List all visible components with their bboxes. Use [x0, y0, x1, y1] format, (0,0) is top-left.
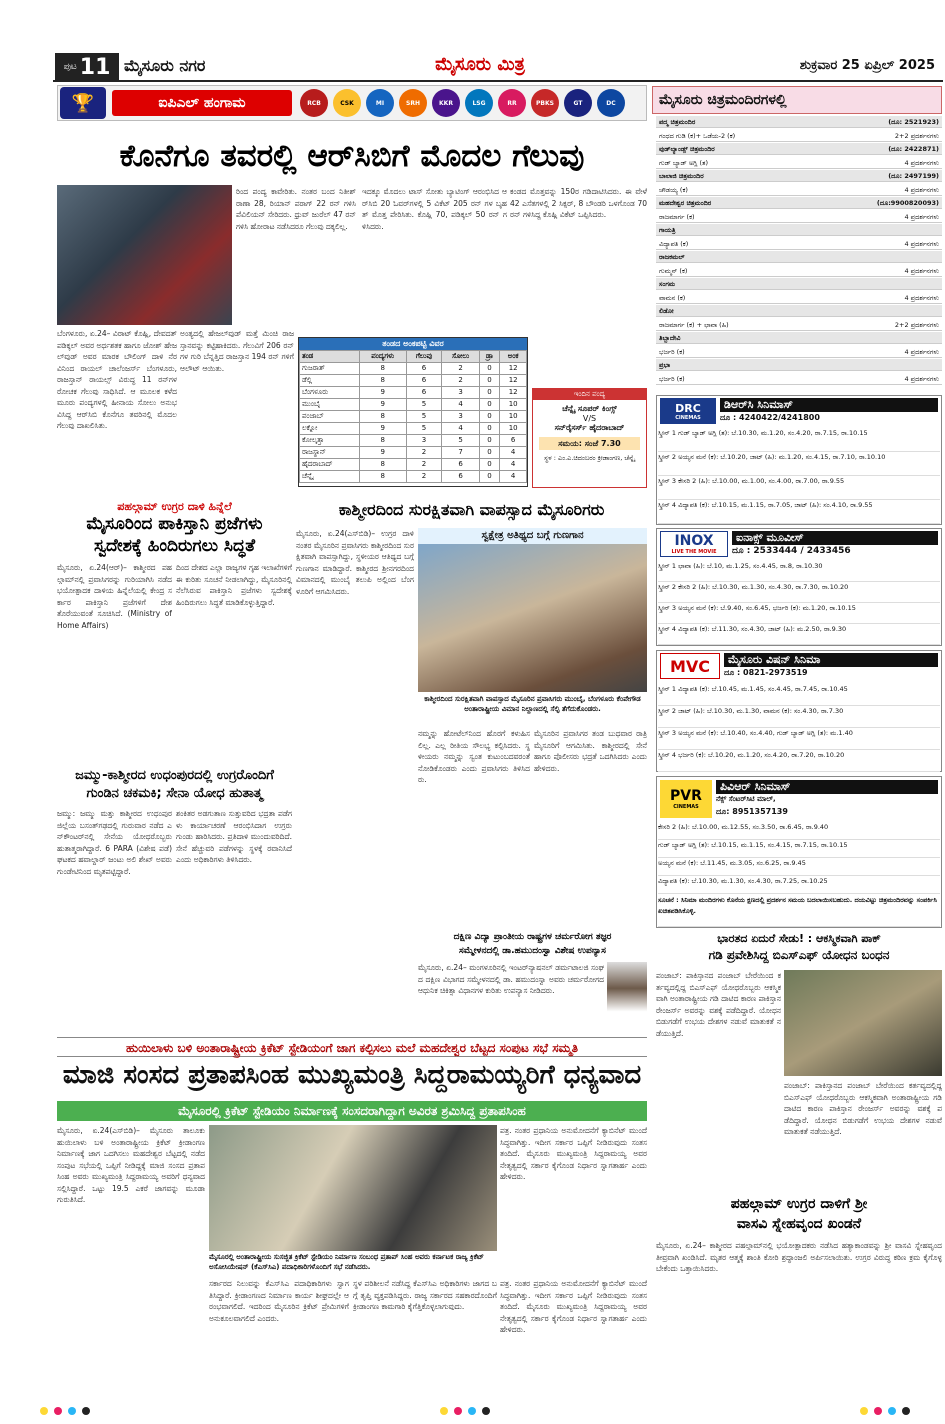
mvc-logo: MVC	[660, 653, 720, 679]
table-cell: 0	[479, 447, 500, 459]
condemn-col: ಮೈಸೂರು, ಏ.24– ಕಾಶ್ಮೀರದ ಪಹಲ್ಗಾಮ್‌ನಲ್ಲಿ ಭಯೋತ್ಪಾದಕರು ನಡೆಸಿದ ಹತ್ಯಾಕಾಂಡವನ್ನು ಶ್ರೀ ವಾಸವಿ ಸ್ನೇಹವೃಂದ ತೀವ್ರವಾಗಿ ಖಂಡಿಸಿದೆ. ಮೃತರ ಆತ್ಮಕ್ಕೆ ಶಾಂತಿ ಕೋರಿ ಶ್ರದ್ಧಾಂಜಲಿ ಅರ್ಪಿಸಲಾಯಿತು. ಉಗ್ರರ ವಿರುದ್ಧ ಕಠಿಣ ಕ್ರಮ ಕೈಗೊಳ್ಳಬೇಕೆಂದು ಒತ್ತಾಯಿಸಿದರು.	[656, 1241, 942, 1273]
cinema-title: ಮೈಸೂರು ಚಿತ್ರಮಂದಿರಗಳಲ್ಲಿ	[652, 86, 942, 114]
prathap-col3: ಸರ್ಕಾರದ ನಿಲುವನ್ನು ಕೆಎಸ್‌ಸಿಎ ಪದಾಧಿಕಾರಿಗಳು ಸ್ವಾಗತಿಸಿದ್ದಾರೆ. ಕ್ರೀಡಾಂಗಣದ ನಿರ್ಮಾಣ ಕಾರ್ಯ ಶೀಘ್ರದಲ್ಲೇ ಆರಂಭವಾಗಲಿದೆ. ಇದರಿಂದ ಮೈಸೂರಿನ ಕ್ರಿಕೆಟ್ ಪ್ರೇಮಿಗಳಿಗೆ ಅನುಕೂಲವಾಗಲಿದೆ ಎಂದರು.	[209, 1279, 349, 1323]
table-cell: 4	[500, 471, 527, 483]
cinema-info: 4 ಪ್ರದರ್ಶನಗಳು	[904, 239, 939, 248]
ipl-col2: ರಿಂದ ಪಂದ್ಯ ಕಾವೇರಿತು. ನಂತರ ಬಂದ ನಿತೀಶ್ ರಾಣಾ 28, ರಿಯಾನ್ ಪರಾಗ್ 22 ರನ್ ಗಳಿಸಿ ಪೆವಿಲಿಯನ್ ಸೇರಿದರು. ಧ್ರುವ್ ಜುರೆಲ್ 47 ರನ್ ಗಳಿಸಿ ಹೋರಾಟ ನಡೆಸಿದರೂ ಗೆಲುವು ದಕ್ಕಲಿಲ್ಲ.	[236, 187, 356, 231]
table-cell: 8	[359, 375, 406, 387]
pvr-row: ಗುಡ್ ಬ್ಯಾಡ್ ಅಗ್ಲಿ (ತ): ಬೆ.10.15, ಮ.1.15, ಸಂ.4.15, ರಾ.7.15, ರಾ.10.15	[658, 840, 940, 858]
cinema-row	[656, 319, 942, 331]
table-cell: 9	[359, 387, 406, 399]
cinema-name: ಮಹದೇಶ್ವರ ಚಿತ್ರಮಂದಿರ	[659, 199, 712, 207]
cinema-info: 4 ಪ್ರದರ್ಶನಗಳು	[904, 374, 939, 383]
derm-headline-2: ಸಮ್ಮೇಳನದಲ್ಲಿ ಡಾ.ಹಮುದಂಸ್ವಾ ವಿಶೇಷ ಉಪನ್ಯಾಸ	[459, 946, 606, 956]
cinema-info: 2+2 ಪ್ರದರ್ಶನಗಳು	[894, 131, 939, 140]
inox-logo	[660, 531, 728, 557]
registration-dot	[68, 1407, 76, 1415]
table-cell: 10	[500, 423, 527, 435]
th-played: ಪಂದ್ಯಗಳು	[359, 351, 406, 363]
table-cell: 2	[442, 363, 479, 375]
table-cell: 10	[500, 399, 527, 411]
registration-dot	[54, 1407, 62, 1415]
cinema-info: 4 ಪ್ರದರ್ಶನಗಳು	[904, 347, 939, 356]
cinema-row	[656, 251, 942, 263]
jammu-col2: ಶಂಕಿತರ ಅಡಗುತಾಣ ಸುತ್ತುವರಿದ ಭದ್ರತಾ ಪಡೆಗಳು ಕಾರ್ಯಾಚರಣೆ ಆರಂಭಿಸಿದಾಗ ಉಗ್ರರು ಗುಂಡು ಹಾರಿಸಿದರು. ಪ್ರತಿದಾಳಿ ಮುಂದುವರಿದಿದೆ. ಸೇನೆ ಹೆಚ್ಚುವರಿ ಪಡೆಗಳನ್ನು ಸ್ಥಳಕ್ಕೆ ರವಾನಿಸಿದೆ ಎಂದು ಅಧಿಕಾರಿಗಳು ತಿಳಿಸಿದರು.	[176, 809, 292, 864]
derm-headline-1: ದಕ್ಷಿಣ ವಿದ್ಯಾ ಪ್ರಾಂತೀಯ ರಾಷ್ಟ್ರಗಳ ಚರ್ಮರೋಗ ತಜ್ಞರ	[453, 932, 612, 942]
table-cell: 6	[406, 375, 442, 387]
inox-logo-text: INOX	[674, 533, 714, 549]
cinema-row	[656, 238, 942, 250]
table-cell: 4	[500, 459, 527, 471]
ipl-col1: ಬೆಂಗಳೂರು, ಏ.24– ವಿರಾಟ್ ಕೊಹ್ಲಿ, ದೇವದತ್ ಪಡಿಕ್ಕಲ್ ಅವರ ಅರ್ಧಶತಕ ಹಾಗೂ ಜೋಶ್ ಹೇಜಲ್‌ವುಡ್ ಅವರ ಮಾರಕ ಬೌಲಿಂಗ್ ದಾಳಿ ನೆರವಿನಿಂದ ರಾಯಲ್ ಚಾಲೆಂಜರ್ಸ್ ಬೆಂಗಳೂರು, ರಾಜಸ್ತಾನ್ ರಾಯಲ್ಸ್ ವಿರುದ್ಧ 11 ರನ್‌ಗಳ ರೋಚಕ ಗೆಲುವು ಸಾಧಿಸಿದೆ. ಆ ಮೂಲಕ ಕಳೆದ ಮೂರು ಪಂದ್ಯಗಳಲ್ಲಿ ಹೀನಾಯ ಸೋಲು ಅನುಭವಿಸಿದ್ದ ಆರ್‌ಸಿಬಿ ಕೊನೆಗೂ ತವರಿನಲ್ಲಿ ಮೊದಲ ಗೆಲುವು ದಾಖಲಿಸಿತು.	[57, 329, 177, 430]
ipl-col4: ಕಂಡದ ಮೊತ್ತವನ್ನು 150ರ ಗಡಿದಾಟಿಸಿದರು. ಈ ವೇಳೆ 42 ಎಸೆತಗಳಲ್ಲಿ 2 ಸಿಕ್ಸರ್, 8 ಬೌಂಡರಿ ಒಳಗೊಂಡ 70 ರನ್ ಗಳಿಸಿದ್ದ ಕೊಹ್ಲಿ ವಿಕೆಟ್ ಒಪ್ಪಿಸಿದರು.	[510, 187, 647, 219]
table-cell: 4	[442, 399, 479, 411]
registration-dots-right	[860, 1407, 910, 1415]
table-cell: 12	[500, 387, 527, 399]
table-cell: 0	[479, 411, 500, 423]
pvr-title: ಪಿವಿಆರ್ ಸಿನಿಮಾಸ್	[716, 780, 938, 794]
dc-logo-icon: DC	[597, 89, 625, 117]
cinema-info: (ದೂ:9900820093)	[876, 199, 939, 207]
drc-logo-text: DRC	[675, 401, 701, 415]
match-time: ಸಮಯ: ಸಂಜೆ 7.30	[539, 437, 640, 450]
table-cell: 2	[442, 375, 479, 387]
kashmir-col2: ನಮ್ಮನ್ನು ಹೋಟೆಲ್‌ನಿಂದ ಹೊರಗೆ ಕಳುಹಿಸಲಿಲ್ಲ. ಎಲ್ಲ ರೀತಿಯ ಸೌಲಭ್ಯ ಕಲ್ಪಿಸಿದರು. ಸ್ಥಳೀಯರು ನಮ್ಮನ್ನು ಸ್ವಂತ ಕುಟುಂಬದವರಂತೆ ನೋಡಿಕೊಂಡರು ಎಂದು ಪ್ರವಾಸಿಗರು ತಿಳಿಸಿದರು.	[418, 729, 530, 784]
cinema-name: ವುಡ್‌ಲ್ಯಾಂಡ್ಸ್ ಚಿತ್ರಮಂದಿರ	[659, 145, 715, 153]
rcb-players-photo	[57, 185, 232, 325]
table-cell: 12	[500, 375, 527, 387]
mi-logo-icon: MI	[366, 89, 394, 117]
table-cell: 8	[359, 471, 406, 483]
table-row	[300, 375, 527, 387]
cinema-row	[656, 332, 942, 344]
jammu-col1: ಜಮ್ಮು: ಜಮ್ಮು ಮತ್ತು ಕಾಶ್ಮೀರದ ಉಧಂಪುರ ಜಿಲ್ಲೆಯ ಬಸಂತ್‌ಗಢದಲ್ಲಿ ಗುರುವಾರ ನಡೆದ ಎನ್‌ಕೌಂಟರ್‌ನಲ್ಲಿ ಸೇನೆಯ ಯೋಧರೊಬ್ಬರು ಹುತಾತ್ಮರಾಗಿದ್ದಾರೆ. 6 PARA (ವಿಶೇಷ ಪಡೆ) ಘಟಕದ ಹವಾಲ್ದಾರ್ ಜಂಟು ಅಲಿ ಶೇಖ್ ಅವರು ಗುಂಡೇಟಿನಿಂದ ಮೃತಪಟ್ಟಿದ್ದಾರೆ.	[57, 809, 172, 876]
inox-row: ಸ್ಕ್ರೀನ್ 1 ಛಾವಾ (ಹಿ): ಬೆ.10, ಮ.1.25, ಸಂ.4.45, ರಾ.8, ರಾ.10.30	[658, 561, 940, 582]
drc-row: ಸ್ಕ್ರೀನ್ 4 ವಿದ್ಯಾಪತಿ (ಕ): ಬೆ.10.15, ಮ.1.15, ರಾ.7.05, ಜಾಟ್ (ಹಿ): ಸಂ.4.10, ರಾ.9.55	[658, 500, 940, 524]
table-row	[300, 435, 527, 447]
ipl-col-under-photo: ಅಂತ್ಯದಲ್ಲಿ ಹೇಜಲ್‌ವುಡ್ ಮತ್ತೆ ಮಿಂಚಿ ರಾಜಸ್ತಾನವನ್ನು ಕಟ್ಟಿಹಾಕಿದರು. ಗೆಲುವಿಗೆ 206 ರನ್ ಗಳ ಗುರಿ ಬೆನ್ನತ್ತಿದ ರಾಜಸ್ತಾನ 194 ರನ್ ಗಳಿಗೆ ಆಲೌಟ್ ಆಯಿತು.	[180, 329, 294, 373]
cinema-row	[656, 170, 942, 182]
mvc-row: ಸ್ಕ್ರೀನ್ 2 ಜಾಟ್ (ಹಿ): ಬೆ.10.30, ಮ.1.30, ವಾಮನ (ಕ): ಸಂ.4.30, ರಾ.7.30	[658, 706, 940, 728]
pvr-phone: ದೂ: 8951357139	[716, 807, 788, 816]
pvr-note: ಸೂಚನೆ : ಸಿನಿಮಾ ಮಂದಿರಗಳು ಕೊನೆಯ ಕ್ಷಣದಲ್ಲಿ ಪ್ರದರ್ಶನ ಸಮಯ ಬದಲಾಯಿಸಬಹುದು. ದಯವಿಟ್ಟು ಚಿತ್ರಮಂದಿರವನ್ನು ಸಂಪರ್ಕಿಸಿ ಖಚಿತಪಡಿಸಿಕೊಳ್ಳಿ.	[658, 895, 940, 927]
jammu-headline-1: ಜಮ್ಮು-ಕಾಶ್ಮೀರದ ಉಧಂಪುರದಲ್ಲಿ ಉಗ್ರರೊಂದಿಗೆ	[75, 768, 274, 783]
derm-col: ಮೈಸೂರು, ಏ.24– ಮಂಗಳೂರಿನಲ್ಲಿ ಇಂಟರ್‌ನ್ಯಾಷನಲ್ ಡರ್ಮಟಾಲಜಿ ಸಂಘದ ದಕ್ಷಿಣ ವಿಭಾಗದ ಸಮ್ಮೇಳನದಲ್ಲಿ ಡಾ. ಹಮುದಂಸ್ವಾ ಅವರು ಚರ್ಮರೋಗದ ಆಧುನಿಕ ಚಿಕಿತ್ಸಾ ವಿಧಾನಗಳ ಕುರಿತು ಉಪನ್ಯಾಸ ನೀಡಿದರು.	[418, 963, 604, 995]
pak-col2: ದಿಂದ ದೇಶದ ಎಲ್ಲಾ ರಾಜ್ಯಗಳ ಗೃಹ ಇಲಾಖೆಗಳಿಗೆ ಈ ಕುರಿತು ಸೂಚನೆ ನೀಡಲಾಗಿದ್ದು, ಮೈಸೂರಿನಲ್ಲಿ ನೆಲೆಸಿರುವ ಪಾಕಿಸ್ತಾನಿ ಪ್ರಜೆಗಳು ಸ್ವದೇಶಕ್ಕೆ ಹಿಂದಿರುಗಲು ಸಿದ್ಧತೆ ಮಾಡಿಕೊಳ್ಳುತ್ತಿದ್ದಾರೆ.	[176, 563, 292, 607]
pvr-address: ನೆಕ್ಸ್ ಸೆಂಟರ್‌ಸಿಟಿ ಮಾಲ್,	[716, 795, 776, 803]
table-cell: 4	[500, 447, 527, 459]
table-cell: 0	[479, 459, 500, 471]
table-cell: ಹೈದರಾಬಾದ್	[300, 459, 360, 471]
table-cell: 4	[442, 423, 479, 435]
gt-logo-icon: GT	[564, 89, 592, 117]
registration-dot	[902, 1407, 910, 1415]
table-row	[300, 447, 527, 459]
table-cell: ಕೋಲ್ಕತ್ತಾ	[300, 435, 360, 447]
lsg-logo-icon: LSG	[465, 89, 493, 117]
cinema-row	[656, 197, 942, 209]
th-lost: ಸೋಲು	[442, 351, 479, 363]
table-cell: 9	[359, 447, 406, 459]
cinema-name: ಗುಮ್ಮನ್ (ಕ)	[659, 266, 688, 275]
registration-dot	[468, 1407, 476, 1415]
cinema-row	[656, 184, 942, 196]
issue-date: ಶುಕ್ರವಾರ 25 ಏಪ್ರಿಲ್ 2025	[799, 58, 935, 73]
table-cell: 8	[359, 435, 406, 447]
match-team2: ಸನ್‌ರೈಸರ್ಸ್ ಹೈದರಾಬಾದ್	[554, 423, 625, 432]
mvc-row: ಸ್ಕ್ರೀನ್ 1 ವಿದ್ಯಾಪತಿ (ಕ): ಬೆ.10.45, ಮ.1.45, ಸಂ.4.45, ರಾ.7.45, ರಾ.10.45	[658, 684, 940, 706]
cinema-name: ಭರ್ಜರಿ (ಕ)	[659, 374, 685, 383]
table-cell: ಮುಂಬೈ	[300, 399, 360, 411]
inox-row: ಸ್ಕ್ರೀನ್ 4 ವಿದ್ಯಾಪತಿ (ಕ): ಬೆ.11.30, ಸಂ.4.30, ಜಾಟ್ (ಹಿ): ಮ.2.50, ರಾ.9.30	[658, 624, 940, 645]
cinema-name: ಪ್ರಭಾ	[659, 361, 671, 369]
table-cell: 6	[406, 363, 442, 375]
inox-row: ಸ್ಕ್ರೀನ್ 2 ಕೇಸರಿ 2 (ಹಿ): ಬೆ.10.30, ಮ.1.30, ಸಂ.4.30, ರಾ.7.30, ರಾ.10.20	[658, 582, 940, 603]
table-cell: 6	[442, 459, 479, 471]
drc-phone: ದೂ : 4240422/4241800	[720, 413, 820, 422]
th-points: ಅಂಕ	[500, 351, 527, 363]
cinema-info: (ದೂ: 2422871)	[888, 145, 939, 153]
table-cell: 0	[479, 387, 500, 399]
table-cell: ರಾಜಸ್ಥಾನ್	[300, 447, 360, 459]
pvr-logo-text: PVR	[670, 788, 702, 804]
table-cell: 0	[479, 471, 500, 483]
bsf-headline-1: ಭಾರತದ ಏದುರೆ ಸೇಡು! : ಆಕಸ್ಮಿಕವಾಗಿ ಪಾಕ್	[717, 932, 881, 945]
prathap-green-banner: ಮೈಸೂರಲ್ಲಿ ಕ್ರಿಕೆಟ್ ಸ್ಟೇಡಿಯಂ ನಿರ್ಮಾಣಕ್ಕೆ ಸಂಸದರಾಗಿದ್ದಾಗ ಅವಿರತ ಶ್ರಮಿಸಿದ್ದ ಪ್ರತಾಪಸಿಂಹ	[57, 1101, 647, 1121]
inox-logo-sub: LIVE THE MOVIE	[671, 549, 717, 555]
match-today-box	[532, 388, 647, 488]
table-cell: ಲಕ್ನೋ	[300, 423, 360, 435]
points-table	[298, 337, 528, 487]
table-cell: 2	[406, 471, 442, 483]
rr-logo-icon: RR	[498, 89, 526, 117]
cinema-name: ಬಾಲಾಜಿ ಚಿತ್ರಮಂದಿರ	[659, 172, 704, 180]
cinema-name: ರಾಜಕಮಲ್	[659, 253, 685, 261]
cinema-info: (ದೂ: 2521923)	[888, 118, 939, 126]
pvr-row: ವಿದ್ಯಾಪತಿ (ಕ): ಬೆ.10.30, ಮ.1.30, ಸಂ.4.30, ರಾ.7.25, ರಾ.10.25	[658, 876, 940, 894]
prathap-caption: ಮೈಸೂರಲ್ಲಿ ಅಂತಾರಾಷ್ಟ್ರೀಯ ಸುಸಜ್ಜಿತ ಕ್ರಿಕೆಟ್ ಸ್ಟೇಡಿಯಂ ನಿರ್ಮಾಣ ಸಂಬಂಧ ಪ್ರತಾಪ್ ಸಿಂಹ ಅವರು ಕರ್ನಾಟಕ ರಾಜ್ಯ ಕ್ರಿಕೆಟ್ ಅಸೋಸಿಯೇಷನ್ (ಕೆಎಸ್‌ಸಿಎ) ಪದಾಧಿಕಾರಿಗಳೊಂದಿಗೆ ಸಭೆ ನಡೆಸಿದರು.	[209, 1253, 484, 1271]
table-cell: ಬೆಂಗಳೂರು	[300, 387, 360, 399]
cinema-row	[656, 116, 942, 128]
table-cell: 6	[442, 471, 479, 483]
kashmir-caption: ಕಾಶ್ಮೀರದಿಂದ ಸುರಕ್ಷಿತವಾಗಿ ವಾಪಸ್ಸಾದ ಮೈಸೂರಿನ ಪ್ರವಾಸಿಗರು ಮುಂಬೈ, ಬೆಂಗಳೂರು ಕೆಂಪೇಗೌಡ ಅಂತಾರಾಷ್ಟ್ರೀಯ ವಿಮಾನ ನಿಲ್ದಾಣದಲ್ಲಿ ಸೆಲ್ಫಿ ತೆಗೆದುಕೊಂಡರು.	[424, 695, 641, 713]
ipl-col3: ಇದಕ್ಕೂ ಮೊದಲು ಟಾಸ್ ಸೋತು ಬ್ಯಾಟಿಂಗ್ ಆರಂಭಿಸಿದ ಆರ್‌ಸಿಬಿ 20 ಓವರ್‌ಗಳಲ್ಲಿ 5 ವಿಕೆಟ್ 205 ರನ್ ಗಳ ಬೃಹತ್ ಮೊತ್ತ ಪೇರಿಸಿತು. ಕೊಹ್ಲಿ 70, ಪಡಿಕ್ಕಲ್ 50 ರನ್ ಗಳಿಸಿದರು.	[362, 187, 507, 231]
meeting-photo	[209, 1125, 497, 1251]
cinema-name: ಗಂಧದ ಗುಡಿ (ಕ)+ ಒಡೆಯ-2 (ಕ)	[659, 131, 736, 140]
drc-row: ಸ್ಕ್ರೀನ್ 1 ಗುಡ್ ಬ್ಯಾಡ್ ಅಗ್ಲಿ (ತ): ಬೆ.10.30, ಮ.1.20, ಸಂ.4.20, ರಾ.7.15, ರಾ.10.15	[658, 428, 940, 452]
table-cell: ಚೆನ್ನೈ	[300, 471, 360, 483]
cinema-info: 4 ಪ್ರದರ್ಶನಗಳು	[904, 185, 939, 194]
cinema-name: ಸಂಗಮ	[659, 280, 676, 288]
registration-dots-left	[40, 1407, 90, 1415]
table-cell: 9	[359, 423, 406, 435]
cinema-row	[656, 224, 942, 236]
table-cell: ಡೆಲ್ಲಿ	[300, 375, 360, 387]
bsf-soldier-photo	[784, 970, 942, 1076]
cinema-name: ಗಾಯತ್ರಿ	[659, 226, 676, 234]
table-row	[300, 423, 527, 435]
drc-row: ಸ್ಕ್ರೀನ್ 3 ಕೇಸರಿ 2 (ಹಿ): ಬೆ.10.00, ಮ.1.00, ಸಂ.4.00, ರಾ.7.00, ರಾ.9.55	[658, 476, 940, 500]
kashmir-col1: ಮೈಸೂರು, ಏ.24(ಎಸ್‌ಬಿಡಿ)– ಉಗ್ರರ ದಾಳಿ ನಂತರ ಮೈಸೂರಿನ ಪ್ರವಾಸಿಗರು ಕಾಶ್ಮೀರದಿಂದ ಸುರಕ್ಷಿತವಾಗಿ ವಾಪಸ್ಸಾಗಿದ್ದು, ಸ್ಥಳೀಯರ ಆತಿಥ್ಯದ ಬಗ್ಗೆ ಗುಣಗಾನ ಮಾಡಿದ್ದಾರೆ. ಕಾಶ್ಮೀರದ ಶ್ರೀನಗರದಿಂದ ವಿಮಾನದಲ್ಲಿ ಮುಂಬೈ ತಲುಪಿ ಅಲ್ಲಿಂದ ಬೆಂಗಳೂರಿಗೆ ಆಗಮಿಸಿದರು.	[296, 529, 414, 596]
masthead: ಮೈಸೂರು ಮಿತ್ರ	[435, 54, 525, 75]
table-cell: 7	[442, 447, 479, 459]
pbks-logo-icon: PBKS	[531, 89, 559, 117]
cinema-name: ಚೌಡಯ್ಯ (ಕ)	[659, 185, 688, 194]
cinema-name: ರಾಜಮಾರ್ಗ (ಕ) + ಛಾವಾ (ಹಿ)	[659, 320, 729, 329]
match-venue: ಸ್ಥಳ : ಎಂ.ಎ.ಚಿದಂಬರಂ ಕ್ರೀಡಾಂಗಣ, ಚೆನ್ನೈ	[544, 454, 635, 462]
page-label: ಪುಟ	[63, 62, 77, 72]
table-cell: 8	[359, 363, 406, 375]
pak-headline-2: ಸ್ವದೇಶಕ್ಕೆ ಹಿಂದಿರುಗಲು ಸಿದ್ಧತೆ	[93, 536, 255, 556]
mvc-phone: ದೂ : 0821-2973519	[724, 668, 808, 677]
pvr-row: ಕೇಸರಿ 2 (ಹಿ): ಬೆ.10.00, ಮ.12.55, ಸಂ.3.50, ರಾ.6.45, ರಾ.9.40	[658, 822, 940, 840]
table-cell: 0	[479, 375, 500, 387]
cinema-row	[656, 130, 942, 142]
table-cell: 5	[406, 411, 442, 423]
table-cell: 2	[406, 447, 442, 459]
th-draw: ಡ್ರಾ	[479, 351, 500, 363]
kashmir-col3: ಮೈಸೂರಿನ ಪ್ರವಾಸಿಗರ ತಂಡ ಬುಧವಾರ ರಾತ್ರಿ ಮೈಸೂರಿಗೆ ಆಗಮಿಸಿತು. ಕಾಶ್ಮೀರದಲ್ಲಿ ಸೇನೆ ಹಾಗೂ ಪೊಲೀಸರು ಭದ್ರತೆ ಒದಗಿಸಿದರು ಎಂದು ಹೇಳಿದರು.	[534, 729, 647, 773]
table-cell: 6	[406, 387, 442, 399]
table-row	[300, 363, 527, 375]
kkr-logo-icon: KKR	[432, 89, 460, 117]
pvr-logo	[660, 780, 712, 818]
registration-dot	[82, 1407, 90, 1415]
tourists-selfie-photo	[418, 544, 647, 692]
drc-logo-sub: CINEMAS	[675, 414, 701, 421]
ipl-headline: ಕೊನೆಗೂ ತವರಲ್ಲಿ ಆರ್‌ಸಿಬಿಗೆ ಮೊದಲ ಗೆಲುವು	[119, 138, 585, 174]
cinema-name: ಭರ್ಜರಿ (ಕ)	[659, 347, 685, 356]
cinema-name: ಗುಡ್ ಬ್ಯಾಡ್ ಅಗ್ಲಿ (ತ)	[659, 158, 709, 167]
table-row	[300, 399, 527, 411]
cinema-info: 4 ಪ್ರದರ್ಶನಗಳು	[904, 266, 939, 275]
table-cell: 5	[406, 399, 442, 411]
inox-title: ಐನಾಕ್ಸ್ ಮೂವೀಸ್	[732, 531, 938, 545]
cinema-name: ಲಿಡೋ	[659, 307, 674, 315]
table-row	[300, 459, 527, 471]
table-cell: 0	[479, 399, 500, 411]
prathap-col5: ಪತ್ರ. ನಂತರ ಪ್ರಧಾನಿಯ ಅನುಮೋದನೆಗೆ ಕ್ಯಾಬಿನೆಟ್‌ ಮುಂದೆ ಸಿದ್ಧವಾಗಿತ್ತು. ಇದೀಗ ಸರ್ಕಾರ ಒಪ್ಪಿಗೆ ನೀಡಿರುವುದು ಸಂತಸ ತಂದಿದೆ. ಮೈಸೂರು ಮುಖ್ಯಮಂತ್ರಿ ಸಿದ್ದರಾಮಯ್ಯ ಅವರ ನೇತೃತ್ವದಲ್ಲಿ ಸರ್ಕಾರ ಕೈಗೊಂಡ ನಿರ್ಧಾರ ಸ್ವಾಗತಾರ್ಹ ಎಂದು ಹೇಳಿದರು.	[500, 1279, 647, 1334]
table-cell: ಗುಜರಾತ್	[300, 363, 360, 375]
table-cell: 10	[500, 411, 527, 423]
table-cell: 8	[359, 459, 406, 471]
table-cell: 3	[442, 387, 479, 399]
jammu-headline-2: ಗುಂಡಿನ ಚಕಮಕಿ; ಸೇನಾ ಯೋಧ ಹುತಾತ್ಮ	[86, 786, 263, 801]
match-team1: ಚೆನ್ನೈ ಸೂಪರ್ ಕಿಂಗ್ಸ್	[562, 404, 617, 413]
pak-kicker: ಪಹಲ್ಗಾಮ್ ಉಗ್ರರ ದಾಳಿ ಹಿನ್ನೆಲೆ	[117, 500, 232, 513]
table-row	[300, 471, 527, 483]
cinema-row	[656, 211, 942, 223]
cinema-row	[656, 359, 942, 371]
pvr-row: ಅಯ್ಯನ ಮನೆ (ಕ): ಬೆ.11.45, ಮ.3.05, ಸಂ.6.25, ರಾ.9.45	[658, 858, 940, 876]
mvc-row: ಸ್ಕ್ರೀನ್ 3 ಅಯ್ಯನ ಮನೆ (ಕ): ಬೆ.10.40, ಸಂ.4.40, ಗುಡ್ ಬ್ಯಾಡ್ ಅಗ್ಲಿ (ತ): ಮ.1.40	[658, 728, 940, 750]
cinema-name: ವಾಮನ (ಕ)	[659, 293, 686, 302]
cinema-name: ರಾಜಮಾರ್ಗ (ಕ)	[659, 212, 695, 221]
rcb-logo-icon: RCB	[300, 89, 328, 117]
mvc-title: ಮೈಸೂರು ವಿಷನ್ ಸಿನಿಮಾ	[724, 653, 938, 667]
prathap-col2: ಪತ್ರ. ನಂತರ ಪ್ರಧಾನಿಯ ಅನುಮೋದನೆಗೆ ಕ್ಯಾಬಿನೆಟ್‌ ಮುಂದೆ ಸಿದ್ಧವಾಗಿತ್ತು. ಇದೀಗ ಸರ್ಕಾರ ಒಪ್ಪಿಗೆ ನೀಡಿರುವುದು ಸಂತಸ ತಂದಿದೆ. ಮೈಸೂರು ಮುಖ್ಯಮಂತ್ರಿ ಸಿದ್ದರಾಮಯ್ಯ ಅವರ ನೇತೃತ್ವದಲ್ಲಿ ಸರ್ಕಾರ ಕೈಗೊಂಡ ನಿರ್ಧಾರ ಸ್ವಾಗತಾರ್ಹ ಎಂದು ಹೇಳಿದರು.	[500, 1126, 647, 1181]
pak-col1: ಮೈಸೂರು, ಏ.24(ಆರ್‌)– ಕಾಶ್ಮೀರದ ಪಹಲ್ಗಾಮ್‌ನಲ್ಲಿ ಪ್ರವಾಸಿಗರನ್ನು ಗುರಿಯಾಗಿಸಿ ನಡೆದ ಭಯೋತ್ಪಾದಕ ದಾಳಿಯ ಹಿನ್ನೆಲೆಯಲ್ಲಿ ಕೇಂದ್ರ ಸರ್ಕಾರ ಪಾಕಿಸ್ತಾನಿ ಪ್ರಜೆಗಳಿಗೆ ದೇಶ ತೊರೆಯುವಂತೆ ಸೂಚಿಸಿದೆ. (Ministry of Home Affairs)	[57, 563, 172, 630]
inox-phone: ದೂ : 2533444 / 2433456	[732, 546, 851, 556]
prathap-col1: ಮೈಸೂರು, ಏ.24(ಎಸ್‌ಬಿಡಿ)– ಮೈಸೂರು ತಾಲೂಕು ಹುಯಿಲಾಳು ಬಳಿ ಅಂತಾರಾಷ್ಟ್ರೀಯ ಕ್ರಿಕೆಟ್ ಕ್ರೀಡಾಂಗಣ ನಿರ್ಮಾಣಕ್ಕೆ ಜಾಗ ಒದಗಿಸಲು ಮಹದೇಶ್ವರ ಬೆಟ್ಟದಲ್ಲಿ ನಡೆದ ಸಂಪುಟ ಸಭೆಯಲ್ಲಿ ಒಪ್ಪಿಗೆ ನೀಡಿದ್ದಕ್ಕೆ ಮಾಜಿ ಸಂಸದ ಪ್ರತಾಪಸಿಂಹ ಅವರು ಮುಖ್ಯಮಂತ್ರಿ ಸಿದ್ದರಾಮಯ್ಯ ಅವರಿಗೆ ಧನ್ಯವಾದ ಸಲ್ಲಿಸಿದ್ದಾರೆ. ಒಟ್ಟು 19.5 ಎಕರೆ ಜಾಗವನ್ನು ಮೂಡಾ ಗುರುತಿಸಿದೆ.	[57, 1126, 205, 1204]
cinema-info: (ದೂ: 2497199)	[888, 172, 939, 180]
table-cell: 3	[406, 435, 442, 447]
registration-dot	[40, 1407, 48, 1415]
cinema-info: 4 ಪ್ರದರ್ಶನಗಳು	[904, 212, 939, 221]
doctor-portrait-photo	[607, 962, 647, 1028]
registration-dot	[860, 1407, 868, 1415]
bsf-col: ಪಂಜಾಬ್: ಪಾಕಿಸ್ತಾನದ ಪಂಜಾಬ್ ಬೇರೆಯಿಂದ ಕರ್ತವ್ಯದಲ್ಲಿದ್ದ ಬಿಎಸ್‌ಎಫ್ ಯೋಧರೊಬ್ಬರು ಆಕಸ್ಮಿಕವಾಗಿ ಅಂತಾರಾಷ್ಟ್ರೀಯ ಗಡಿ ದಾಟಿದ ಕಾರಣ ಪಾಕಿಸ್ತಾನ ರೇಂಜರ್ಸ್ ಅವರನ್ನು ವಶಕ್ಕೆ ಪಡೆದಿದ್ದಾರೆ. ಯೋಧನ ಬಿಡುಗಡೆಗೆ ಉಭಯ ದೇಶಗಳ ನಡುವೆ ಮಾತುಕತೆ ನಡೆಯುತ್ತಿದೆ.	[656, 971, 781, 1038]
condemn-headline-1: ಪಹಲ್ಗಾಮ್ ಉಗ್ರರ ದಾಳಿಗೆ ಶ್ರೀ	[730, 1196, 868, 1212]
table-row	[300, 387, 527, 399]
section-title: ಮೈಸೂರು ನಗರ	[124, 56, 206, 75]
bsf-col-2: ಪಂಜಾಬ್: ಪಾಕಿಸ್ತಾನದ ಪಂಜಾಬ್ ಬೇರೆಯಿಂದ ಕರ್ತವ್ಯದಲ್ಲಿದ್ದ ಬಿಎಸ್‌ಎಫ್ ಯೋಧರೊಬ್ಬರು ಆಕಸ್ಮಿಕವಾಗಿ ಅಂತಾರಾಷ್ಟ್ರೀಯ ಗಡಿ ದಾಟಿದ ಕಾರಣ ಪಾಕಿಸ್ತಾನ ರೇಂಜರ್ಸ್ ಅವರನ್ನು ವಶಕ್ಕೆ ಪಡೆದಿದ್ದಾರೆ. ಯೋಧನ ಬಿಡುಗಡೆಗೆ ಉಭಯ ದೇಶಗಳ ನಡುವೆ ಮಾತುಕತೆ ನಡೆಯುತ್ತಿದೆ.	[784, 1081, 942, 1136]
drc-row: ಸ್ಕ್ರೀನ್ 2 ಅಯ್ಯನ ಮನೆ (ಕ): ಬೆ.10.20, ಜಾಟ್ (ಹಿ): ಮ.1.20, ಸಂ.4.15, ರಾ.7.10, ರಾ.10.10	[658, 452, 940, 476]
registration-dot	[888, 1407, 896, 1415]
drc-title: ಡಿಆರ್‌ಸಿ ಸಿನಿಮಾಸ್	[720, 398, 938, 412]
cinema-row	[656, 157, 942, 169]
cinema-info: 4 ಪ್ರದರ್ಶನಗಳು	[904, 158, 939, 167]
cinema-row	[656, 346, 942, 358]
cinema-row	[656, 143, 942, 155]
registration-dots-center	[440, 1407, 490, 1415]
pak-headline-1: ಮೈಸೂರಿಂದ ಪಾಕಿಸ್ತಾನಿ ಪ್ರಜೆಗಳು	[86, 514, 263, 534]
prathap-col4: ಸ್ಥಳ ಪರಿಶೀಲನೆ ನಡೆಸಿದ್ದ ಕೆಎಸ್‌ಸಿಎ ಅಧಿಕಾರಿಗಳು ಜಾಗದ ಬಗ್ಗೆ ತೃಪ್ತಿ ವ್ಯಕ್ತಪಡಿಸಿದ್ದರು. ರಾಜ್ಯ ಸರ್ಕಾರದ ಸಹಕಾರದೊಂದಿಗೆ ಕ್ರೀಡಾಂಗಣ ಕಾಮಗಾರಿ ಕೈಗೆತ್ತಿಕೊಳ್ಳಲಾಗುವುದು.	[353, 1279, 497, 1311]
cinema-name: ಪದ್ಮ ಚಿತ್ರಮಂದಿರ	[659, 118, 696, 126]
condemn-headline-2: ವಾಸವಿ ಸ್ನೇಹವೃಂದ ಖಂಡನೆ	[736, 1216, 862, 1232]
table-cell: 12	[500, 363, 527, 375]
points-table-title: ತಂಡದ ಅಂಕಪಟ್ಟಿ ವಿವರ	[299, 338, 527, 350]
table-cell: 8	[359, 411, 406, 423]
cinema-name: ತಿಬ್ಬಾದೇವಿ	[659, 334, 681, 342]
registration-dot	[440, 1407, 448, 1415]
kashmir-photo-banner: ಸ್ವಕ್ಷೇತ್ರ ಅತಿಥ್ಯದ ಬಗ್ಗೆ ಗುಣಗಾನ	[418, 528, 647, 544]
table-cell: 5	[406, 423, 442, 435]
cinema-name: ವಿದ್ಯಾಪತಿ (ಕ)	[659, 239, 689, 248]
prathap-subbanner: ಹುಯಿಲಾಳು ಬಳಿ ಅಂತಾರಾಷ್ಟ್ರೀಯ ಕ್ರಿಕೆಟ್ ಸ್ಟೇಡಿಯಂಗೆ ಜಾಗ ಕಲ್ಪಿಸಲು ಮಲೆ ಮಹದೇಶ್ವರ ಬೆಟ್ಟದ ಸಂಪುಟ ಸಭೆ ಸಮ್ಮತಿ	[57, 1037, 647, 1057]
table-cell: 0	[479, 435, 500, 447]
registration-dot	[454, 1407, 462, 1415]
srh-logo-icon: SRH	[399, 89, 427, 117]
kashmir-headline: ಕಾಶ್ಮೀರದಿಂದ ಸುರಕ್ಷಿತವಾಗಿ ವಾಪಸ್ಸಾದ ಮೈಸೂರಿಗರು	[338, 500, 605, 519]
cinema-row	[656, 305, 942, 317]
prathap-headline: ಮಾಜಿ ಸಂಸದ ಪ್ರತಾಪಸಿಂಹ ಮುಖ್ಯಮಂತ್ರಿ ಸಿದ್ದರಾಮಯ್ಯರಿಗೆ ಧನ್ಯವಾದ	[62, 1060, 642, 1090]
table-cell: 5	[442, 435, 479, 447]
table-cell: 0	[479, 363, 500, 375]
cinema-row	[656, 265, 942, 277]
table-cell: ಪಂಜಾಬ್	[300, 411, 360, 423]
registration-dot	[482, 1407, 490, 1415]
page-number: 11	[79, 54, 111, 80]
match-vs: V/S	[582, 414, 597, 423]
table-cell: 6	[500, 435, 527, 447]
drc-logo	[660, 398, 716, 424]
ipl-tag: ಐಪಿಎಲ್ ಹಂಗಾಮ	[112, 90, 292, 116]
table-cell: 3	[442, 411, 479, 423]
registration-dot	[874, 1407, 882, 1415]
cinema-row	[656, 278, 942, 290]
table-cell: 0	[479, 423, 500, 435]
page-number-box	[55, 53, 119, 81]
inox-row: ಸ್ಕ್ರೀನ್ 3 ಅಯ್ಯನ ಮನೆ (ಕ): ಬೆ.9.40, ಸಂ.6.45, ಭರ್ಜರಿ (ಕ): ಮ.1.20, ರಾ.10.15	[658, 603, 940, 624]
table-cell: 2	[406, 459, 442, 471]
mvc-row: ಸ್ಕ್ರೀನ್ 4 ಭರ್ಜರಿ (ಕ): ಬೆ.10.20, ಮ.1.20, ಸಂ.4.20, ರಾ.7.20, ರಾ.10.20	[658, 750, 940, 772]
match-today-label: ಇಂದಿನ ಪಂದ್ಯ	[533, 389, 646, 400]
pvr-logo-sub: CINEMAS	[673, 804, 699, 810]
table-row	[300, 411, 527, 423]
cinema-info: 2+2 ಪ್ರದರ್ಶನಗಳು	[894, 320, 939, 329]
cinema-row	[656, 292, 942, 304]
cinema-row	[656, 373, 942, 385]
bsf-headline-2: ಗಡಿ ಪ್ರವೇಶಿಸಿದ್ದ ಬಿಎಸ್‌ಎಫ್ ಯೋಧನ ಬಂಧನ	[708, 948, 890, 962]
th-won: ಗೆಲುವು	[406, 351, 442, 363]
table-cell: 9	[359, 399, 406, 411]
th-team: ತಂಡ	[300, 351, 360, 363]
trophy-icon: 🏆	[60, 87, 106, 119]
csk-logo-icon: CSK	[333, 89, 361, 117]
cinema-info: 4 ಪ್ರದರ್ಶನಗಳು	[904, 293, 939, 302]
